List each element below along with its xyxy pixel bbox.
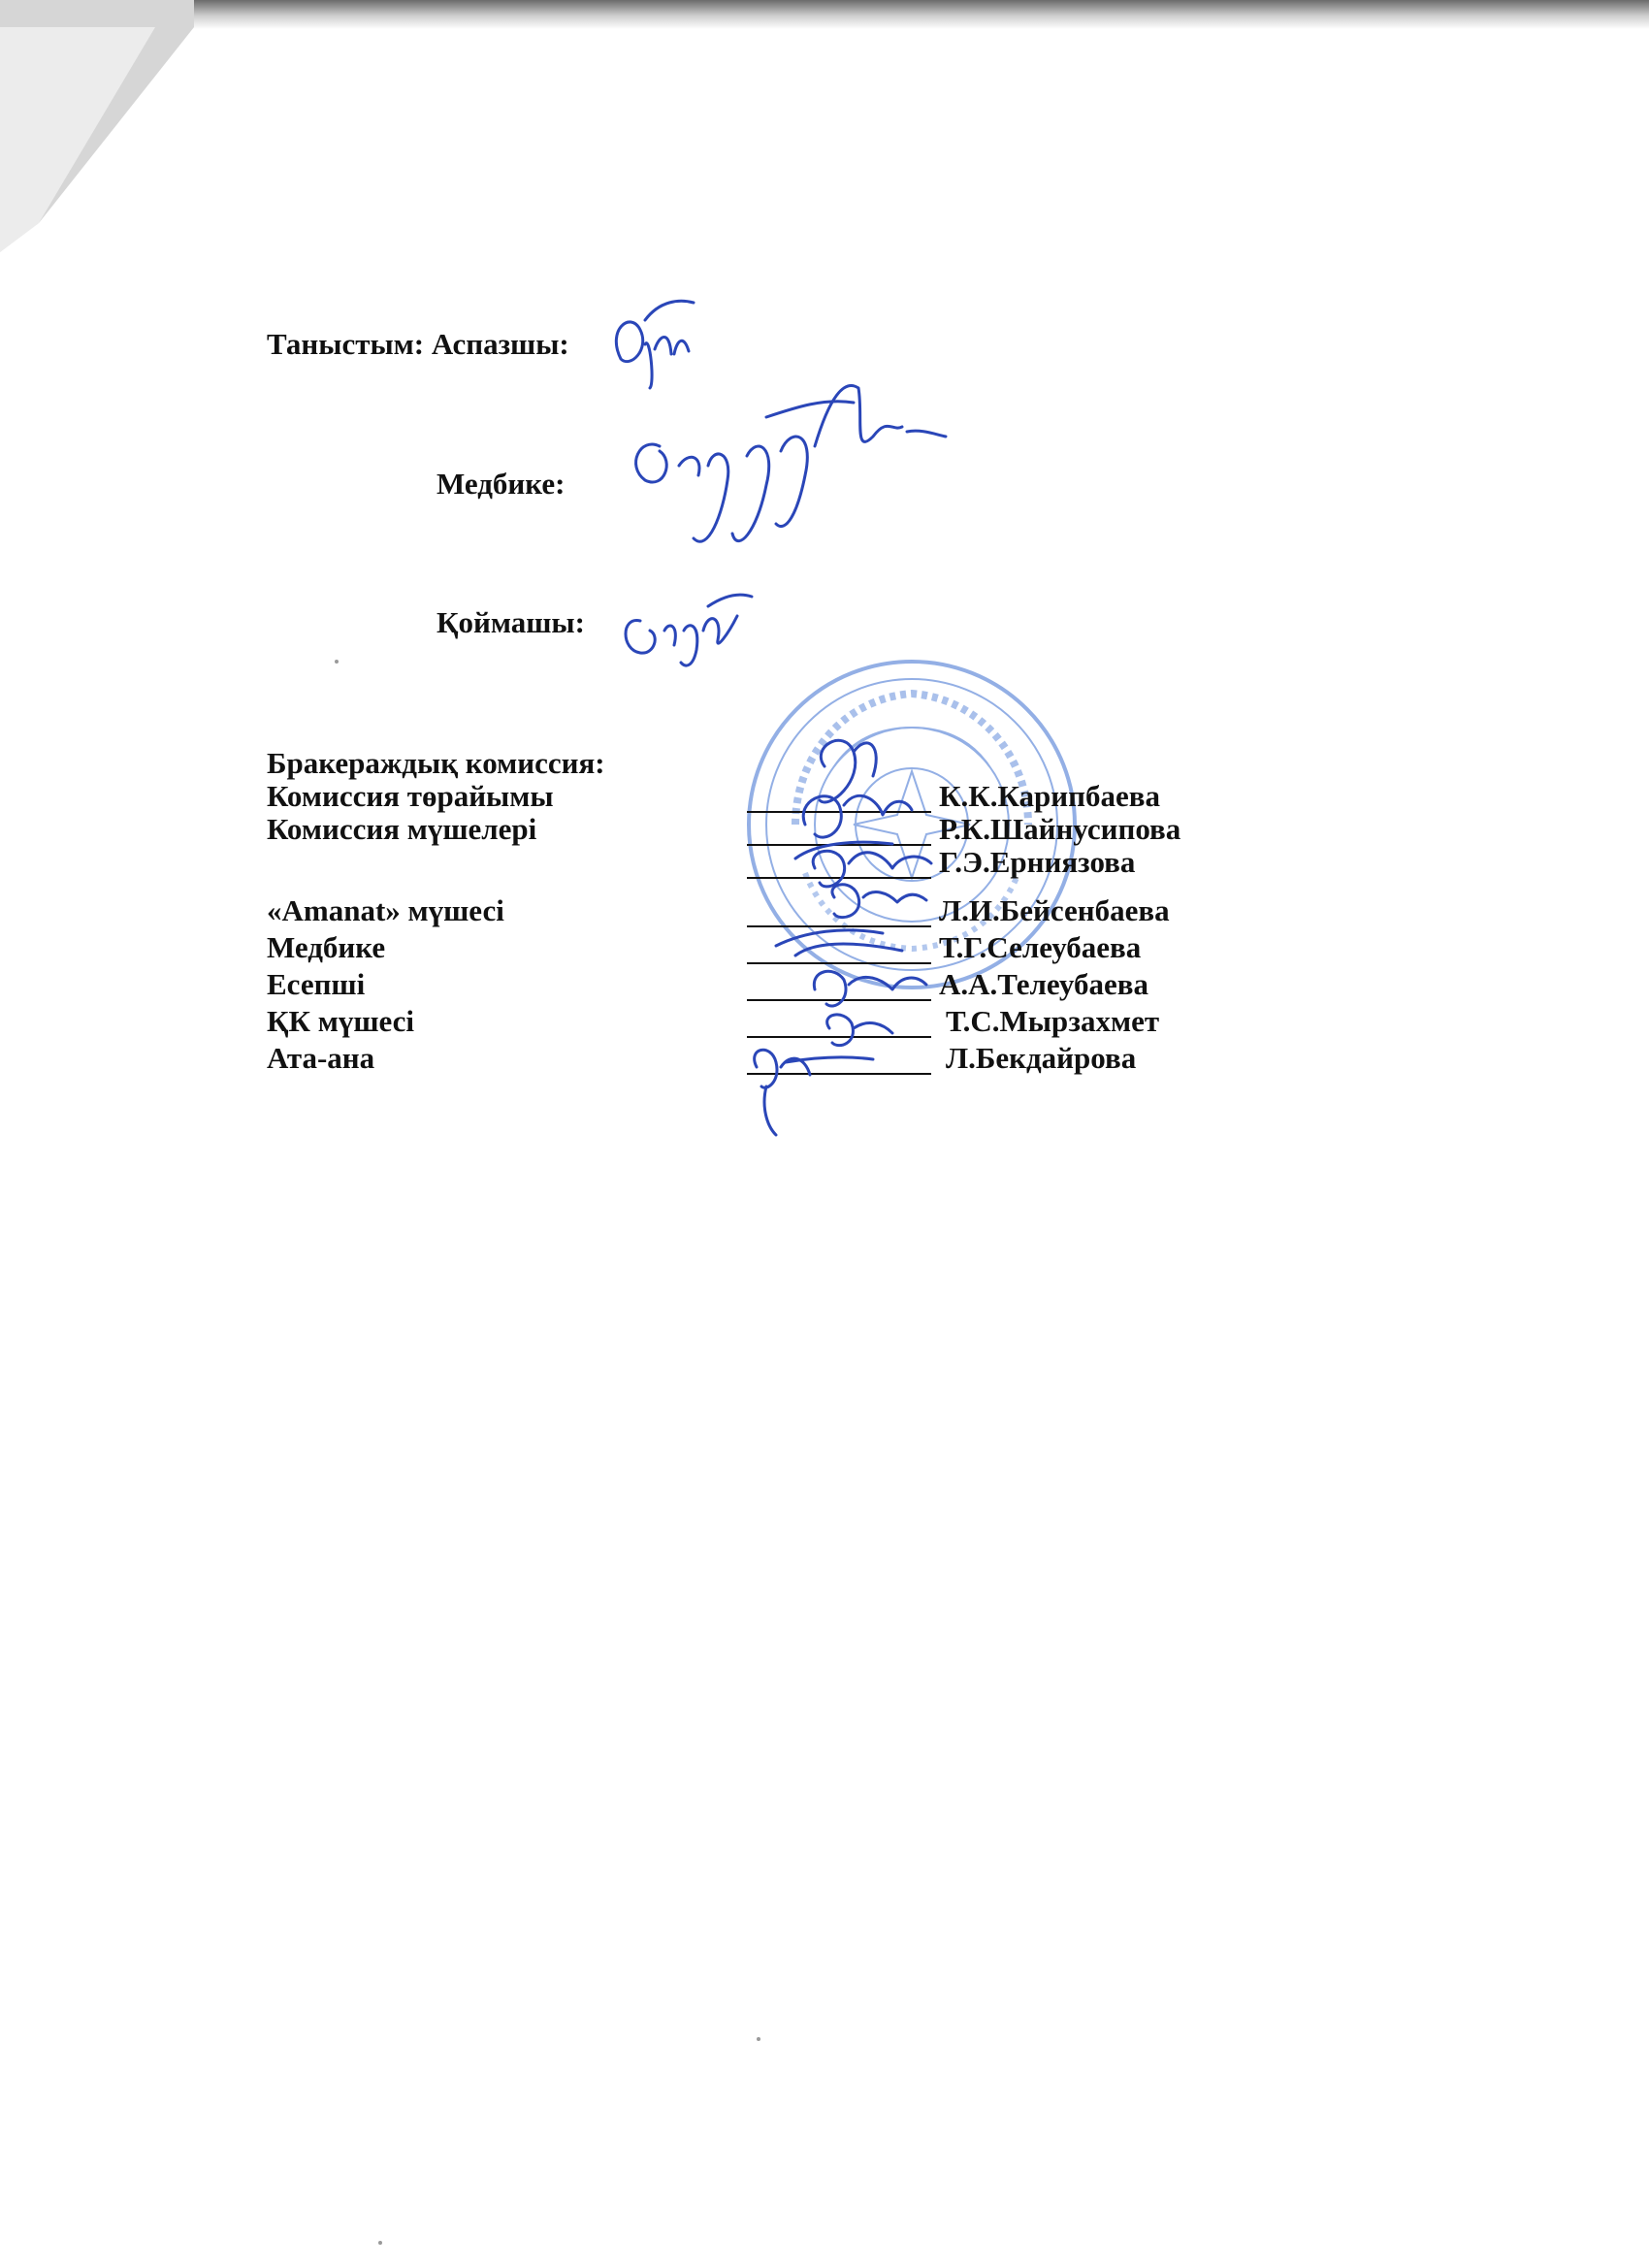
acquaintance-storekeeper-label: Қоймашы: — [436, 605, 585, 639]
commission-role-qk-member: ҚК мүшесі — [267, 1004, 415, 1038]
commission-name-member-1: Р.К.Шайнусипова — [939, 812, 1181, 846]
commission-signatures — [737, 708, 960, 1135]
commission-name-nurse: Т.Г.Селеубаева — [939, 930, 1142, 964]
storekeeper-signature — [611, 577, 757, 674]
commission-role-parent: Ата-ана — [267, 1041, 375, 1075]
commission-role-chair: Комиссия төрайымы — [267, 779, 554, 813]
commission-name-parent: Л.Бекдайрова — [946, 1041, 1137, 1075]
nurse-signature — [621, 359, 951, 563]
commission-title: Бракераждық комиссия: — [267, 746, 605, 780]
scan-dust — [335, 660, 339, 664]
scan-dust — [378, 2241, 382, 2245]
commission-name-qk-member: Т.С.Мырзахмет — [946, 1004, 1160, 1038]
commission-name-amanat: Л.И.Бейсенбаева — [939, 893, 1170, 927]
scan-folded-corner — [0, 0, 194, 252]
scan-dust — [757, 2037, 760, 2041]
commission-role-amanat: «Amanat» мүшесі — [267, 893, 504, 927]
acquaintance-nurse-label: Медбике: — [436, 467, 566, 501]
commission-name-member-2: Г.Э.Ерниязова — [939, 845, 1136, 879]
commission-name-accountant: А.А.Телеубаева — [939, 967, 1149, 1001]
commission-name-chair: К.К.Карипбаева — [939, 779, 1160, 813]
acquaintance-cook-label: Таныстым: Аспазшы: — [267, 327, 569, 361]
commission-role-nurse: Медбике — [267, 930, 386, 964]
commission-role-members: Комиссия мүшелері — [267, 812, 537, 846]
scan-top-shadow — [0, 0, 1649, 29]
commission-role-accountant: Есепші — [267, 967, 366, 1001]
